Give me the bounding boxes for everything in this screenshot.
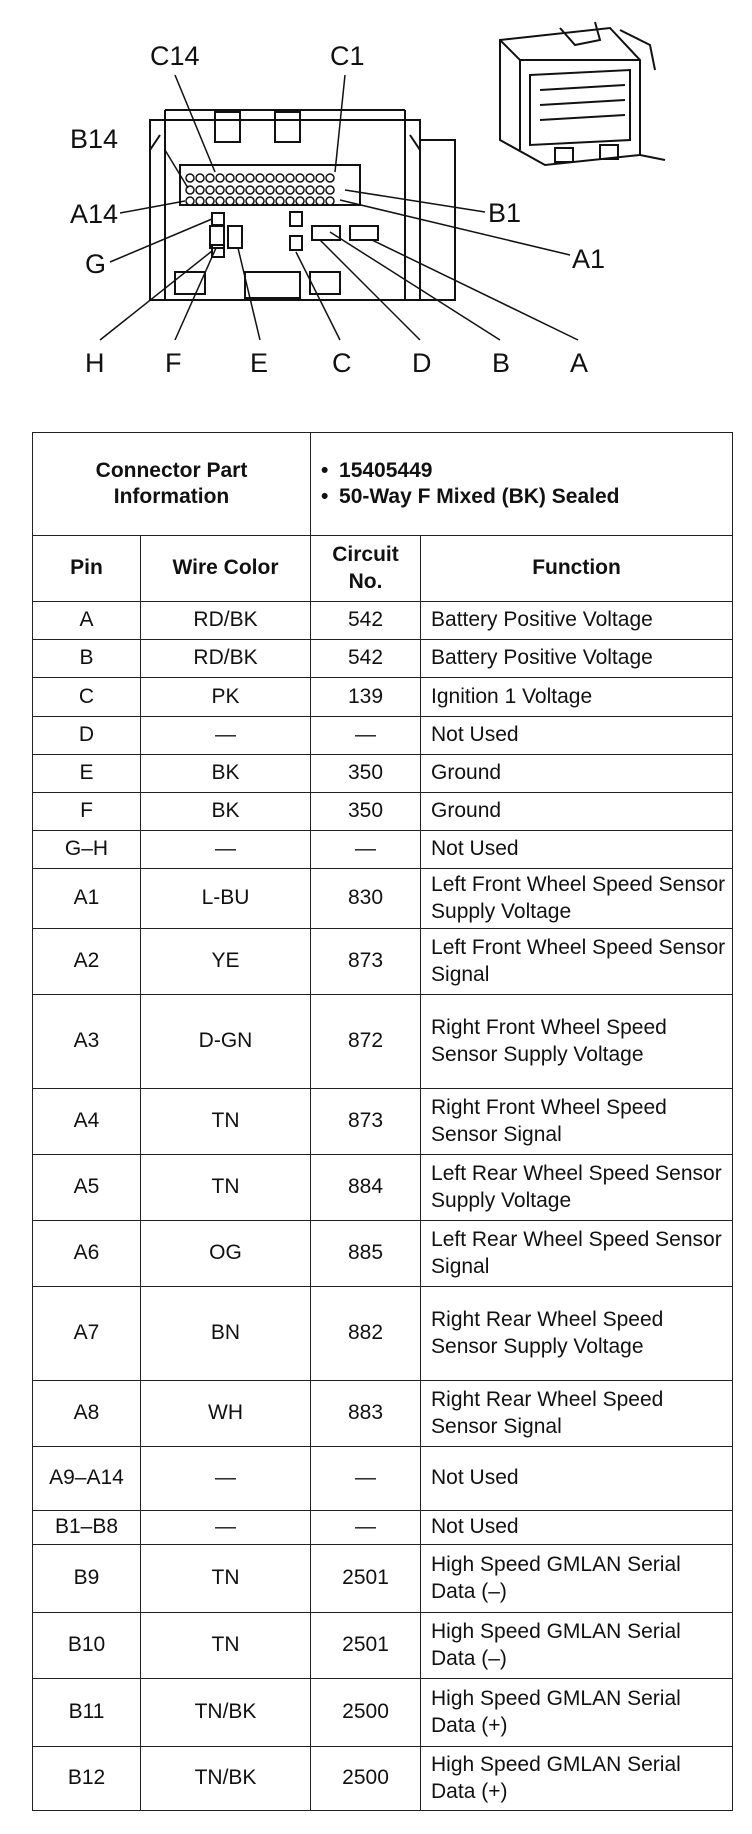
circuit-cell: 884 bbox=[311, 1155, 421, 1221]
table-row bbox=[33, 929, 733, 995]
wire-color-cell: BN bbox=[141, 1287, 311, 1381]
wire-color-cell: OG bbox=[141, 1221, 311, 1287]
circuit-cell: 882 bbox=[311, 1287, 421, 1381]
label-h: H bbox=[85, 348, 105, 378]
table-row bbox=[33, 755, 733, 793]
pin-cell: F bbox=[33, 793, 141, 831]
label-b: B bbox=[492, 348, 511, 378]
circuit-cell: 2501 bbox=[311, 1545, 421, 1613]
circuit-cell: 873 bbox=[311, 1089, 421, 1155]
function-cell: Right Front Wheel Speed Sensor Supply Voltage bbox=[421, 995, 733, 1089]
connector-info-row bbox=[33, 433, 733, 536]
wire-color-cell: PK bbox=[141, 678, 311, 717]
table-row bbox=[33, 1545, 733, 1613]
label-c1: C1 bbox=[330, 41, 365, 71]
pin-table bbox=[32, 432, 733, 1811]
label-b1: B1 bbox=[488, 198, 522, 228]
circuit-cell: 883 bbox=[311, 1381, 421, 1447]
circuit-cell: 2501 bbox=[311, 1613, 421, 1679]
connector-perspective-drawing bbox=[500, 22, 665, 165]
connector-diagram bbox=[0, 0, 752, 390]
wire-color-cell: D-GN bbox=[141, 995, 311, 1089]
function-cell: Not Used bbox=[421, 717, 733, 755]
label-c: C bbox=[332, 348, 352, 378]
wire-color-cell: — bbox=[141, 831, 311, 869]
pin-cell: A9–A14 bbox=[33, 1447, 141, 1511]
label-e: E bbox=[250, 348, 269, 378]
pin-cell: C bbox=[33, 678, 141, 717]
circuit-cell: — bbox=[311, 1447, 421, 1511]
circuit-cell: 542 bbox=[311, 602, 421, 640]
pin-cell: A7 bbox=[33, 1287, 141, 1381]
label-f: F bbox=[165, 348, 182, 378]
table-row bbox=[33, 1089, 733, 1155]
circuit-cell: 885 bbox=[311, 1221, 421, 1287]
connector-part-number: • 15405449 bbox=[317, 458, 726, 484]
label-g: G bbox=[85, 249, 107, 279]
function-cell: Not Used bbox=[421, 1511, 733, 1545]
circuit-cell: 2500 bbox=[311, 1747, 421, 1811]
wire-color-cell: L-BU bbox=[141, 869, 311, 929]
function-cell: Ground bbox=[421, 793, 733, 831]
pin-cell: B1–B8 bbox=[33, 1511, 141, 1545]
function-cell: Right Rear Wheel Speed Sensor Supply Voltage bbox=[421, 1287, 733, 1381]
pin-cell: E bbox=[33, 755, 141, 793]
table-header-row bbox=[33, 536, 733, 602]
function-cell: Battery Positive Voltage bbox=[421, 602, 733, 640]
circuit-cell: 350 bbox=[311, 755, 421, 793]
table-row bbox=[33, 869, 733, 929]
pin-cell: B9 bbox=[33, 1545, 141, 1613]
pin-cell: A5 bbox=[33, 1155, 141, 1221]
function-cell: Ground bbox=[421, 755, 733, 793]
connector-info-list bbox=[317, 458, 726, 511]
table-row bbox=[33, 640, 733, 678]
function-cell: High Speed GMLAN Serial Data (+) bbox=[421, 1679, 733, 1747]
header-function: Function bbox=[421, 536, 733, 602]
label-b14: B14 bbox=[70, 124, 119, 154]
pin-cell: B11 bbox=[33, 1679, 141, 1747]
circuit-cell: 2500 bbox=[311, 1679, 421, 1747]
table-row bbox=[33, 1155, 733, 1221]
wire-color-cell: BK bbox=[141, 793, 311, 831]
table-row bbox=[33, 1381, 733, 1447]
connector-description: • 50-Way F Mixed (BK) Sealed bbox=[317, 484, 726, 510]
label-d: D bbox=[412, 348, 432, 378]
circuit-cell: — bbox=[311, 831, 421, 869]
wire-color-cell: TN bbox=[141, 1089, 311, 1155]
circuit-cell: 873 bbox=[311, 929, 421, 995]
function-cell: Right Front Wheel Speed Sensor Signal bbox=[421, 1089, 733, 1155]
table-row bbox=[33, 1747, 733, 1811]
circuit-cell: — bbox=[311, 717, 421, 755]
function-cell: High Speed GMLAN Serial Data (–) bbox=[421, 1545, 733, 1613]
header-pin: Pin bbox=[33, 536, 141, 602]
wire-color-cell: WH bbox=[141, 1381, 311, 1447]
pin-cell: A8 bbox=[33, 1381, 141, 1447]
circuit-cell: 350 bbox=[311, 793, 421, 831]
connector-info-title: Connector Part Information bbox=[33, 433, 311, 536]
header-wire-color: Wire Color bbox=[141, 536, 311, 602]
table-row bbox=[33, 1511, 733, 1545]
pin-cell: B bbox=[33, 640, 141, 678]
table-row bbox=[33, 1221, 733, 1287]
pin-cell: D bbox=[33, 717, 141, 755]
wire-color-cell: RD/BK bbox=[141, 602, 311, 640]
pin-cell: A6 bbox=[33, 1221, 141, 1287]
function-cell: Not Used bbox=[421, 831, 733, 869]
circuit-cell: 830 bbox=[311, 869, 421, 929]
table-row bbox=[33, 717, 733, 755]
wire-color-cell: — bbox=[141, 1447, 311, 1511]
wire-color-cell: TN/BK bbox=[141, 1747, 311, 1811]
wire-color-cell: YE bbox=[141, 929, 311, 995]
table-row bbox=[33, 1287, 733, 1381]
table-row bbox=[33, 793, 733, 831]
label-a14: A14 bbox=[70, 199, 119, 229]
pin-cell: B12 bbox=[33, 1747, 141, 1811]
table-row bbox=[33, 678, 733, 717]
label-c14: C14 bbox=[150, 41, 200, 71]
function-cell: Left Front Wheel Speed Sensor Signal bbox=[421, 929, 733, 995]
pin-cell: A2 bbox=[33, 929, 141, 995]
header-circuit-no: Circuit No. bbox=[311, 536, 421, 602]
wire-color-cell: TN bbox=[141, 1613, 311, 1679]
function-cell: Left Rear Wheel Speed Sensor Supply Voltage bbox=[421, 1155, 733, 1221]
pin-cell: A bbox=[33, 602, 141, 640]
pin-cell: B10 bbox=[33, 1613, 141, 1679]
connector-info-cell bbox=[311, 433, 733, 536]
label-a1: A1 bbox=[572, 244, 606, 274]
wire-color-cell: RD/BK bbox=[141, 640, 311, 678]
function-cell: Left Rear Wheel Speed Sensor Signal bbox=[421, 1221, 733, 1287]
table-row bbox=[33, 831, 733, 869]
pin-cell: A3 bbox=[33, 995, 141, 1089]
wire-color-cell: TN bbox=[141, 1545, 311, 1613]
table-row bbox=[33, 995, 733, 1089]
circuit-cell: — bbox=[311, 1511, 421, 1545]
function-cell: Not Used bbox=[421, 1447, 733, 1511]
function-cell: Left Front Wheel Speed Sensor Supply Voltage bbox=[421, 869, 733, 929]
wire-color-cell: BK bbox=[141, 755, 311, 793]
wire-color-cell: — bbox=[141, 1511, 311, 1545]
pin-cell: A1 bbox=[33, 869, 141, 929]
pin-rows bbox=[186, 174, 334, 205]
wire-color-cell: — bbox=[141, 717, 311, 755]
wire-color-cell: TN/BK bbox=[141, 1679, 311, 1747]
label-a: A bbox=[570, 348, 589, 378]
function-cell: Right Rear Wheel Speed Sensor Signal bbox=[421, 1381, 733, 1447]
circuit-cell: 139 bbox=[311, 678, 421, 717]
function-cell: High Speed GMLAN Serial Data (–) bbox=[421, 1613, 733, 1679]
pin-cell: G–H bbox=[33, 831, 141, 869]
pin-cell: A4 bbox=[33, 1089, 141, 1155]
function-cell: Ignition 1 Voltage bbox=[421, 678, 733, 717]
wire-color-cell: TN bbox=[141, 1155, 311, 1221]
circuit-cell: 542 bbox=[311, 640, 421, 678]
circuit-cell: 872 bbox=[311, 995, 421, 1089]
table-row bbox=[33, 1679, 733, 1747]
function-cell: High Speed GMLAN Serial Data (+) bbox=[421, 1747, 733, 1811]
table-row bbox=[33, 1447, 733, 1511]
function-cell: Battery Positive Voltage bbox=[421, 640, 733, 678]
table-row bbox=[33, 1613, 733, 1679]
table-row bbox=[33, 602, 733, 640]
